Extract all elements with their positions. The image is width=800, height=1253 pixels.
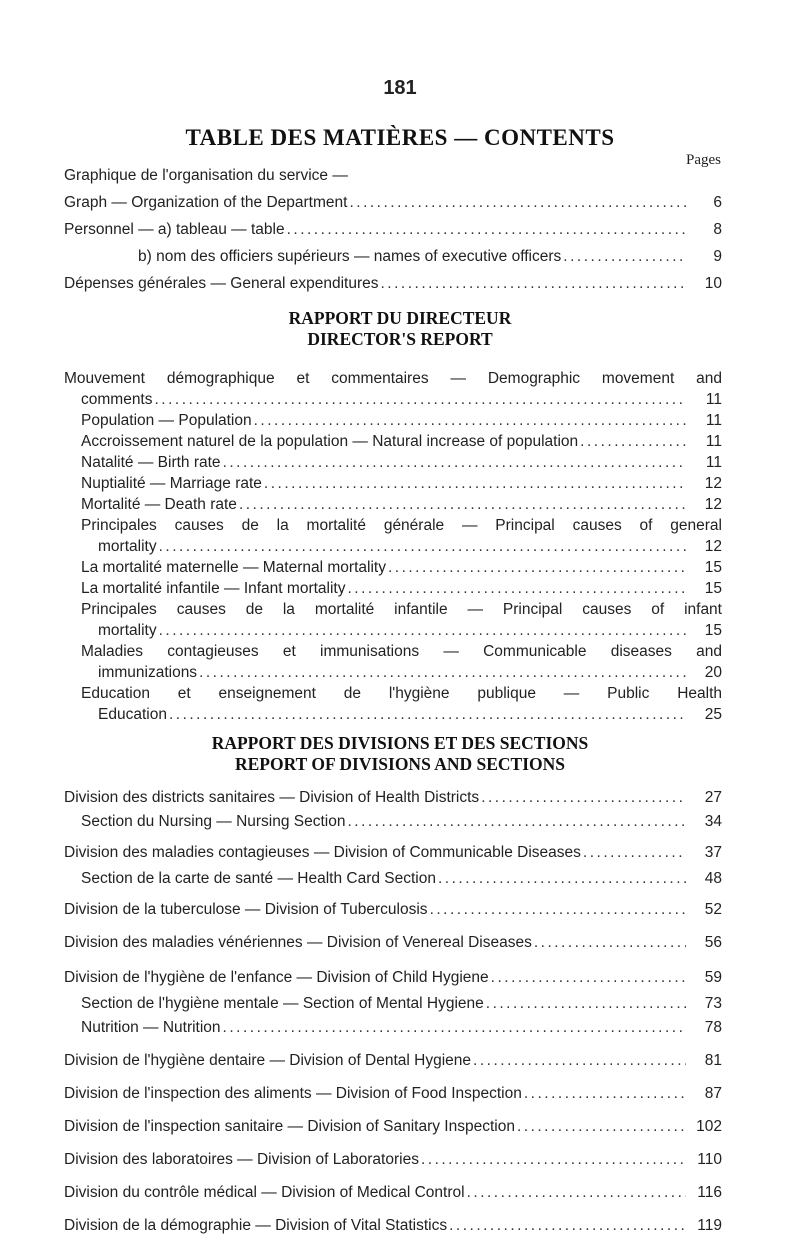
toc-entry-text: Division des districts sanitaires — Division of Health Districts (64, 789, 480, 806)
toc-entry[interactable] (64, 867, 722, 891)
toc-entry-text: Nutrition — Nutrition (81, 1019, 221, 1036)
toc-entry[interactable] (64, 1110, 722, 1143)
section-heading-fr: RAPPORT DES DIVISIONS ET DES SECTIONS (211, 733, 589, 753)
toc-entry[interactable] (64, 662, 722, 683)
toc-entry-page: 15 (704, 580, 722, 597)
toc-entry-page: 12 (704, 496, 722, 513)
toc-entry-page: 12 (704, 475, 722, 492)
toc-entry-page: 116 (697, 1184, 722, 1201)
toc-entry[interactable] (64, 1209, 722, 1242)
toc-entry[interactable] (64, 536, 722, 557)
toc-entry-text: immunizations (98, 664, 198, 681)
toc-entry-text: Graph — Organization of the Department (64, 194, 348, 211)
toc-wrap-line: Maladies contagieuses et immunisations — Communicable diseases and (81, 643, 722, 660)
toc-entry-text: Division de la démographie — Division of Vital Statistics (64, 1217, 448, 1234)
toc-entry-text: Division du contrôle médical — Division of Medical Control (64, 1184, 465, 1201)
toc-entry[interactable] (64, 389, 722, 410)
toc-entry-page: 87 (704, 1085, 722, 1102)
toc-entry-page: 81 (704, 1052, 722, 1069)
toc-entry[interactable] (64, 1143, 722, 1176)
toc-entry-text: La mortalité infantile — Infant mortality (81, 580, 346, 597)
toc-entry-text: Population — Population (81, 412, 252, 429)
toc-entry-text: Education (98, 706, 167, 723)
toc-entry-text: Natalité — Birth rate (81, 454, 221, 471)
toc-entry-text: Mortalité — Death rate (81, 496, 237, 513)
toc-entry-text: Division de l'inspection des aliments — Division of Food Inspection (64, 1085, 522, 1102)
toc-entry-page: 119 (697, 1217, 722, 1234)
toc-entry-text: b) nom des officiers supérieurs — names of executive officers (138, 248, 562, 265)
toc-entry[interactable] (64, 992, 722, 1016)
toc-entry-page: 56 (704, 934, 722, 951)
toc-entry[interactable] (64, 494, 722, 515)
page-number: 181 (383, 77, 417, 99)
toc-entry-page: 102 (696, 1118, 722, 1135)
toc-entry[interactable] (64, 557, 722, 578)
toc-wrap-line: Principales causes de la mortalité infantile — Principal causes of infant (81, 601, 722, 618)
toc-entry[interactable] (64, 1176, 722, 1209)
toc-entry-text: Personnel — a) tableau — table (64, 221, 285, 238)
toc-entry-page: 12 (704, 538, 722, 555)
toc-entry-page: 52 (704, 901, 722, 918)
toc-entry[interactable] (64, 1016, 722, 1040)
toc-entry[interactable] (64, 216, 722, 243)
toc-section-director (64, 368, 722, 725)
toc-entry-page: 8 (713, 221, 722, 238)
page-title: TABLE DES MATIÈRES — CONTENTS (185, 125, 615, 150)
toc-entry-text: Division des maladies contagieuses — Division of Communicable Diseases (64, 844, 581, 861)
toc-entry[interactable] (64, 926, 722, 959)
toc-entry-text: Division des laboratoires — Division of Laboratories (64, 1151, 419, 1168)
toc-entry[interactable] (64, 189, 722, 216)
toc-section-general (64, 162, 722, 297)
toc-entry-page: 9 (713, 248, 722, 265)
toc-entry-text: Division de l'hygiène dentaire — Division of Dental Hygiene (64, 1052, 472, 1069)
toc-entry-page: 34 (704, 813, 722, 830)
toc-wrap-line: Mouvement démographique et commentaires — Demographic movement and (64, 370, 722, 387)
toc-entry-text: Section de l'hygiène mentale — Section of Mental Hygiene (81, 995, 484, 1012)
pages-column-label: Pages (686, 152, 721, 168)
section-heading-en: DIRECTOR'S REPORT (307, 329, 493, 349)
toc-entry[interactable] (64, 620, 722, 641)
toc-intro-line: Graphique de l'organisation du service — (64, 167, 348, 184)
toc-entry-page: 6 (713, 194, 722, 211)
toc-entry[interactable] (64, 963, 722, 992)
toc-entry-text: Accroissement naturel de la population — Natural increase of population (81, 433, 579, 450)
toc-entry-page: 110 (697, 1151, 722, 1168)
toc-entry-page: 11 (705, 454, 722, 471)
toc-entry-page: 20 (704, 664, 722, 681)
toc-entry-text: Nuptialité — Marriage rate (81, 475, 262, 492)
toc-entry-page: 59 (704, 969, 722, 986)
toc-entry-text: Division des maladies vénériennes — Division of Venereal Diseases (64, 934, 532, 951)
toc-entry[interactable] (64, 704, 722, 725)
toc-entry-page: 15 (704, 622, 722, 639)
toc-entry-text: mortality (98, 622, 157, 639)
toc-entry-page: 37 (704, 844, 722, 861)
toc-entry[interactable] (64, 786, 722, 810)
toc-entry[interactable] (64, 893, 722, 926)
toc-entry-text: Division de l'inspection sanitaire — Division of Sanitary Inspection (64, 1118, 515, 1135)
toc-entry-text: Section de la carte de santé — Health Card Section (81, 870, 436, 887)
toc-entry-text: Dépenses générales — General expenditures (64, 275, 379, 292)
toc-entry-text: mortality (98, 538, 157, 555)
toc-entry[interactable] (64, 578, 722, 599)
section-heading-en: REPORT OF DIVISIONS AND SECTIONS (234, 754, 566, 774)
toc-entry-text: La mortalité maternelle — Maternal mortality (81, 559, 386, 576)
toc-entry-text: Section du Nursing — Nursing Section (81, 813, 346, 830)
toc-entry-page: 78 (704, 1019, 722, 1036)
toc-entry-text: Division de la tuberculose — Division of Tuberculosis (64, 901, 428, 918)
toc-section-divisions (64, 786, 722, 1242)
toc-entry-text: comments (81, 391, 153, 408)
toc-entry-page: 73 (704, 995, 722, 1012)
toc-entry-page: 11 (705, 412, 722, 429)
toc-entry[interactable] (64, 473, 722, 494)
toc-entry[interactable] (64, 270, 722, 297)
toc-entry[interactable] (64, 410, 722, 431)
toc-entry[interactable] (64, 452, 722, 473)
toc-entry-text: Division de l'hygiène de l'enfance — Division of Child Hygiene (64, 969, 489, 986)
toc-entry-page: 25 (704, 706, 722, 723)
toc-entry[interactable] (64, 1077, 722, 1110)
toc-wrap-line: Education et enseignement de l'hygiène publique — Public Health (81, 685, 722, 702)
toc-entry-page: 11 (705, 433, 722, 450)
toc-entry-page: 27 (704, 789, 722, 806)
toc-entry-page: 15 (704, 559, 722, 576)
toc-entry[interactable] (64, 810, 722, 834)
toc-entry-page: 10 (704, 275, 722, 292)
section-heading-fr: RAPPORT DU DIRECTEUR (288, 308, 512, 328)
toc-wrap-line: Principales causes de la mortalité générale — Principal causes of general (81, 517, 722, 534)
toc-entry-page: 48 (704, 870, 722, 887)
toc-entry-page: 11 (705, 391, 722, 408)
toc-entry[interactable] (64, 1044, 722, 1077)
toc-entry[interactable] (64, 243, 722, 270)
toc-entry[interactable] (64, 431, 722, 452)
toc-entry[interactable] (64, 838, 722, 867)
